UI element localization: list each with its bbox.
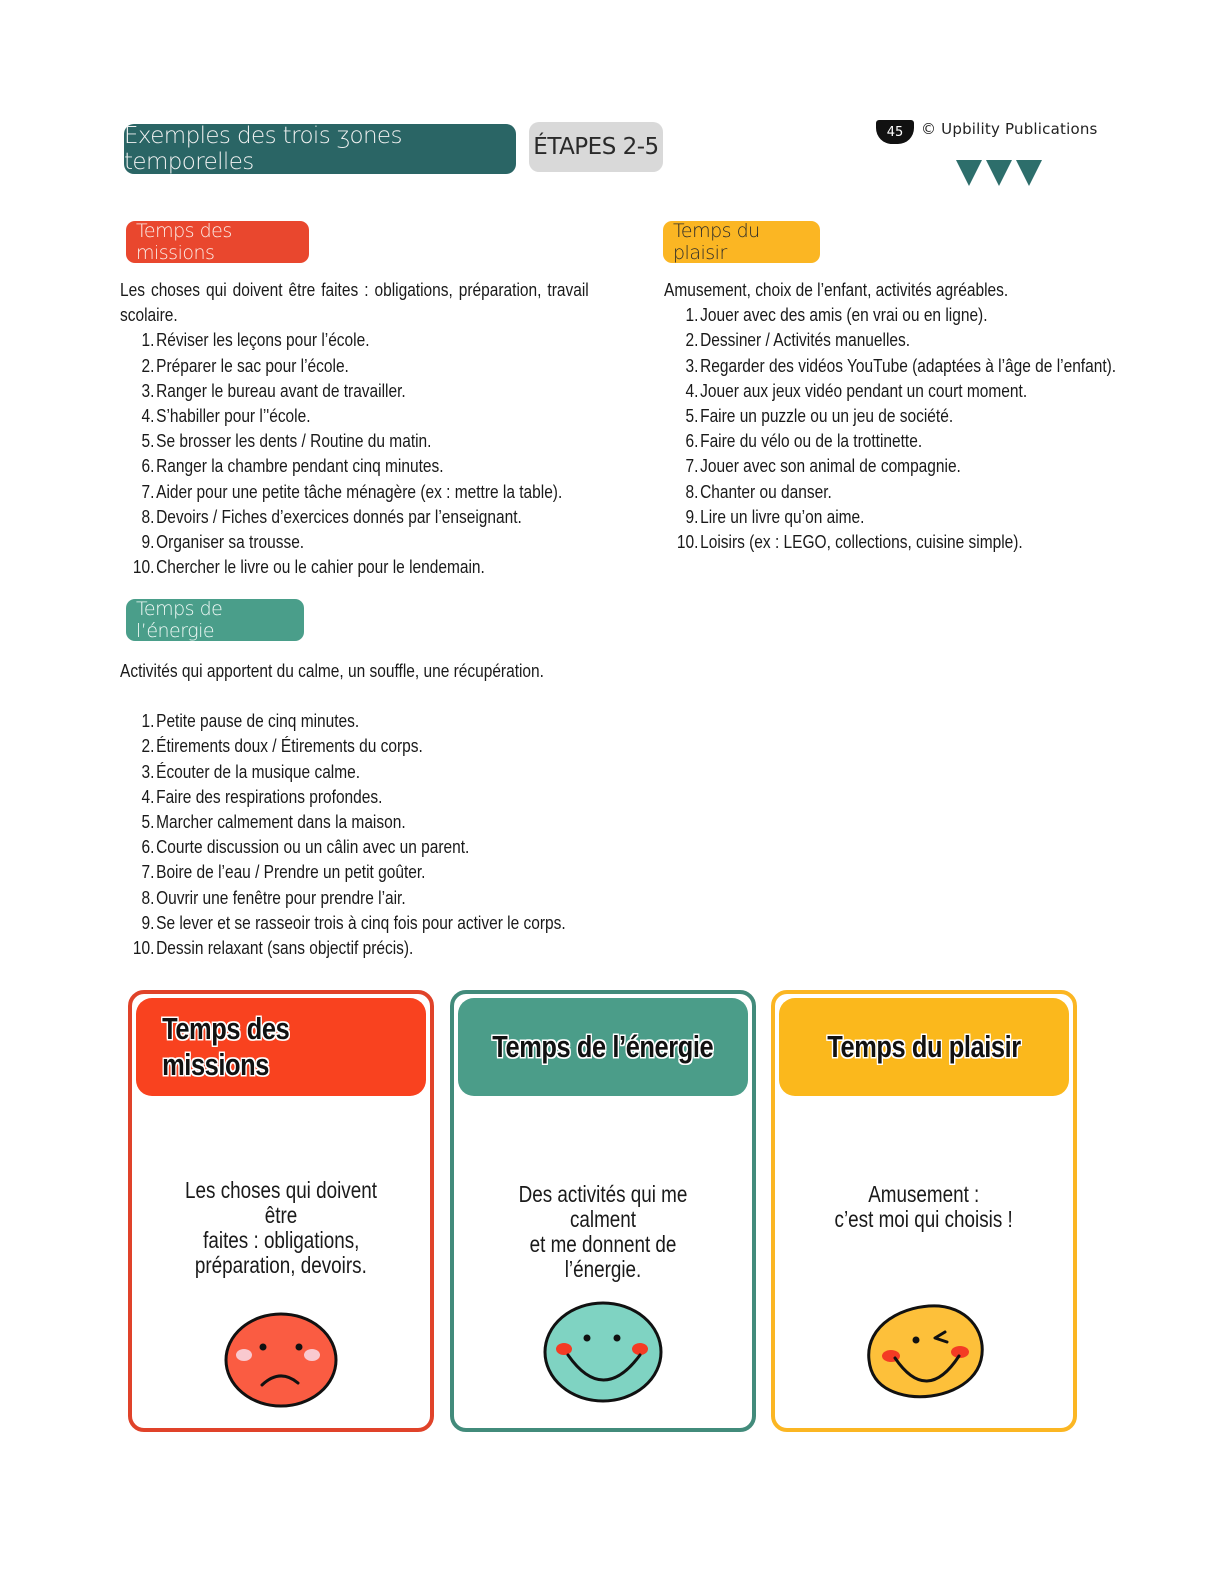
section-intro: Les choses qui doivent être faites : obligations, préparation, travail scolaire. [120,280,589,326]
card-energie [450,990,756,1432]
publisher-credit: © Upbility Publications [921,120,1098,138]
list-item: 9. Lire un livre qu’on aime. [685,506,865,527]
list-item: 4. Jouer aux jeux vidéo pendant un court moment. [685,380,1028,401]
card-title: Temps de l’énergie [458,998,748,1096]
steps-badge: ÉTAPES 2-5 [529,122,663,172]
list-item: 9. Organiser sa trousse. [141,532,305,553]
card-missions [128,990,434,1432]
missions-section [120,278,589,580]
card-description: Des activités qui me calment et me donnent de l’énergie. [518,1181,688,1282]
list-item: 8. Ouvrir une fenêtre pour prendre l’air. [141,887,406,908]
page-number-badge: 45 [876,120,914,144]
section-intro: Activités qui apportent du calme, un souffle, une récupération. [120,661,544,681]
list-item: 9. Se lever et se rasseoir trois à cinq fois pour activer le corps. [141,912,566,933]
winking-face-icon [859,1300,989,1404]
triangle-icon [986,160,1012,186]
list-item: 3. Regarder des vidéos YouTube (adaptées à l’âge de l’enfant). [685,355,1117,376]
list-item: 6. Ranger la chambre pendant cinq minutes. [141,456,444,477]
list-item: 5. Se brosser les dents / Routine du matin. [141,431,432,452]
decorative-triangles [956,160,1042,186]
list-item: 8. Devoirs / Fiches d’exercices donnés par l’enseignant. [141,506,522,527]
section-intro: Amusement, choix de l’enfant, activités agréables. [664,280,1009,300]
list-item: 6. Courte discussion ou un câlin avec un parent. [141,837,470,858]
card-plaisir [771,990,1077,1432]
list-item: 1. Jouer avec des amis (en vrai ou en ligne). [685,305,988,326]
section-label-plaisir: Temps du plaisir [663,221,820,263]
card-title: Temps du plaisir [779,998,1069,1096]
plaisir-section [664,278,1120,555]
card-title: Temps des missions [136,998,426,1096]
list-item: 4. S’habiller pour l’'école. [141,406,311,427]
list-item: 10. Loisirs (ex : LEGO, collections, cuisine simple). [676,532,1023,553]
list-item: 8. Chanter ou danser. [685,481,832,502]
plaisir-list [664,303,1120,555]
list-item: 2. Dessiner / Activités manuelles. [685,330,911,351]
list-item: 2. Étirements doux / Étirements du corps. [141,736,423,757]
list-item: 3. Ranger le bureau avant de travailler. [141,380,406,401]
sad-face-icon [222,1310,340,1410]
page-title: Exemples des trois ʒones temporelles [124,124,516,174]
list-item: 7. Aider pour une petite tâche ménagère (ex : mettre la table). [141,481,563,502]
list-item: 7. Boire de l’eau / Prendre un petit goûter. [141,862,426,883]
list-item: 5. Faire un puzzle ou un jeu de société. [685,406,954,427]
list-item: 6. Faire du vélo ou de la trottinette. [685,431,923,452]
energie-list [120,709,602,961]
list-item: 4. Faire des respirations profondes. [141,786,383,807]
list-item: 10. Chercher le livre ou le cahier pour le lendemain. [132,557,485,578]
smiling-face-icon [541,1300,665,1406]
list-item: 5. Marcher calmement dans la maison. [141,812,406,833]
card-description: Amusement : c’est moi qui choisis ! [834,1181,1014,1232]
missions-list [120,328,589,580]
section-label-energie: Temps de l’énergie [126,599,304,641]
triangle-icon [1016,160,1042,186]
list-item: 1. Réviser les leçons pour l’école. [141,330,370,351]
list-item: 10. Dessin relaxant (sans objectif précis). [132,938,414,959]
list-item: 1. Petite pause de cinq minutes. [141,711,360,732]
list-item: 2. Préparer le sac pour l’école. [141,355,349,376]
card-description: Les choses qui doivent être faites : obligations, préparation, devoirs. [185,1177,377,1278]
list-item: 7. Jouer avec son animal de compagnie. [685,456,961,477]
triangle-icon [956,160,982,186]
energie-section [120,659,602,961]
section-label-missions: Temps des missions [126,221,309,263]
list-item: 3. Écouter de la musique calme. [141,761,361,782]
